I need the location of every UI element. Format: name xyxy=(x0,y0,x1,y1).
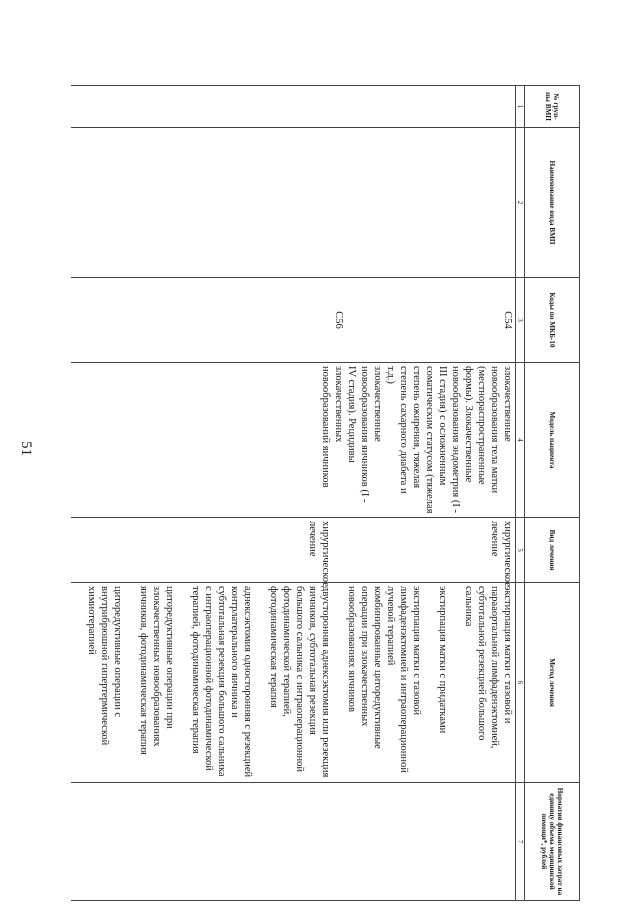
column-number-row xyxy=(516,86,525,901)
patient-model-cell xyxy=(71,363,516,518)
table-row xyxy=(71,86,516,901)
treatment-method-item: экстирпация матки с придатками xyxy=(437,586,448,734)
header-row xyxy=(525,86,580,901)
column-number: 2 xyxy=(516,128,525,278)
patient-model-text: злокачественные новообразования яичников (I - IV стадия). Рецидивы злокачественных новообразований яичников xyxy=(320,366,383,503)
column-number: 3 xyxy=(516,278,525,363)
column-number: 6 xyxy=(516,583,525,783)
cost-standard-cell xyxy=(71,783,516,901)
header-patient-model: Модель пациента xyxy=(525,363,580,518)
header-group-number: № груп- пы ВМП xyxy=(525,86,580,128)
header-treatment-method: Метод лечения xyxy=(525,583,580,783)
treatment-type-text: хирургическое лечение xyxy=(489,521,513,587)
icd-code: С56 xyxy=(333,311,344,329)
treatment-method-item: циторедуктивные операции при злокачественных новообразованиях яичников, фотодинамическая терапия xyxy=(138,586,175,755)
treatment-method-item: двусторонняя аднексэктомия или резекция яичников, субтотальная резекция большого сальника с интраоперационной фотодинамической терапией, фотодинамическая терапия xyxy=(268,586,331,778)
page-number: 51 xyxy=(18,441,34,456)
icd-codes-cell xyxy=(71,278,516,363)
group-number-cell xyxy=(71,86,516,128)
patient-model-text: злокачественные новообразования тела матки (местнораспространенные формы). Злокачественные новообразования эндометрия (I - III стадия) с осложненным соматическим статусом (тяжелая степень ожирения, тяжелая степень сахарного диабета и т.д.) xyxy=(385,366,513,514)
header-cost-standard: Норматив финансовых затрат на единицу объема медицинской помощи*, рублей xyxy=(525,783,580,901)
icd-code: С54 xyxy=(502,311,513,329)
treatment-method-item: циторедуктивные операции с внутрибрюшной гипертермической химиотерапией xyxy=(86,586,123,746)
column-number: 1 xyxy=(516,86,525,128)
vmp-table xyxy=(71,85,580,901)
column-number: 4 xyxy=(516,363,525,518)
treatment-method-item: аднексэктомия односторонняя с резекцией контрлатерального яичника и субтотальная резекция большого сальника с интраоперационной фотодинамической терапией, фотодинамическая терапия xyxy=(190,586,253,778)
treatment-type-text: хирургическое лечение xyxy=(307,521,331,587)
column-number: 7 xyxy=(516,783,525,901)
column-number: 5 xyxy=(516,518,525,583)
treatment-type-cell xyxy=(71,518,516,587)
rotated-page xyxy=(40,85,580,900)
treatment-method-item: экстирпация матки с тазовой и парааортальной лимфаденэктомией, субтотальной резекцией большого сальника xyxy=(463,586,513,749)
treatment-method-item: комбинированные циторедуктивные операции при злокачественных новообразованиях яичников xyxy=(346,586,383,749)
header-vmp-name: Наименование вида ВМП xyxy=(525,128,580,278)
vmp-name-cell xyxy=(71,128,516,278)
treatment-method-item: экстирпация матки с тазовой лимфаденэктомией и интраоперационной лучевой терапией xyxy=(385,586,422,773)
treatment-method-cell xyxy=(71,583,516,783)
header-treatment-type: Вид лечения xyxy=(525,518,580,583)
header-icd-codes: Коды по МКБ-10 xyxy=(525,278,580,363)
